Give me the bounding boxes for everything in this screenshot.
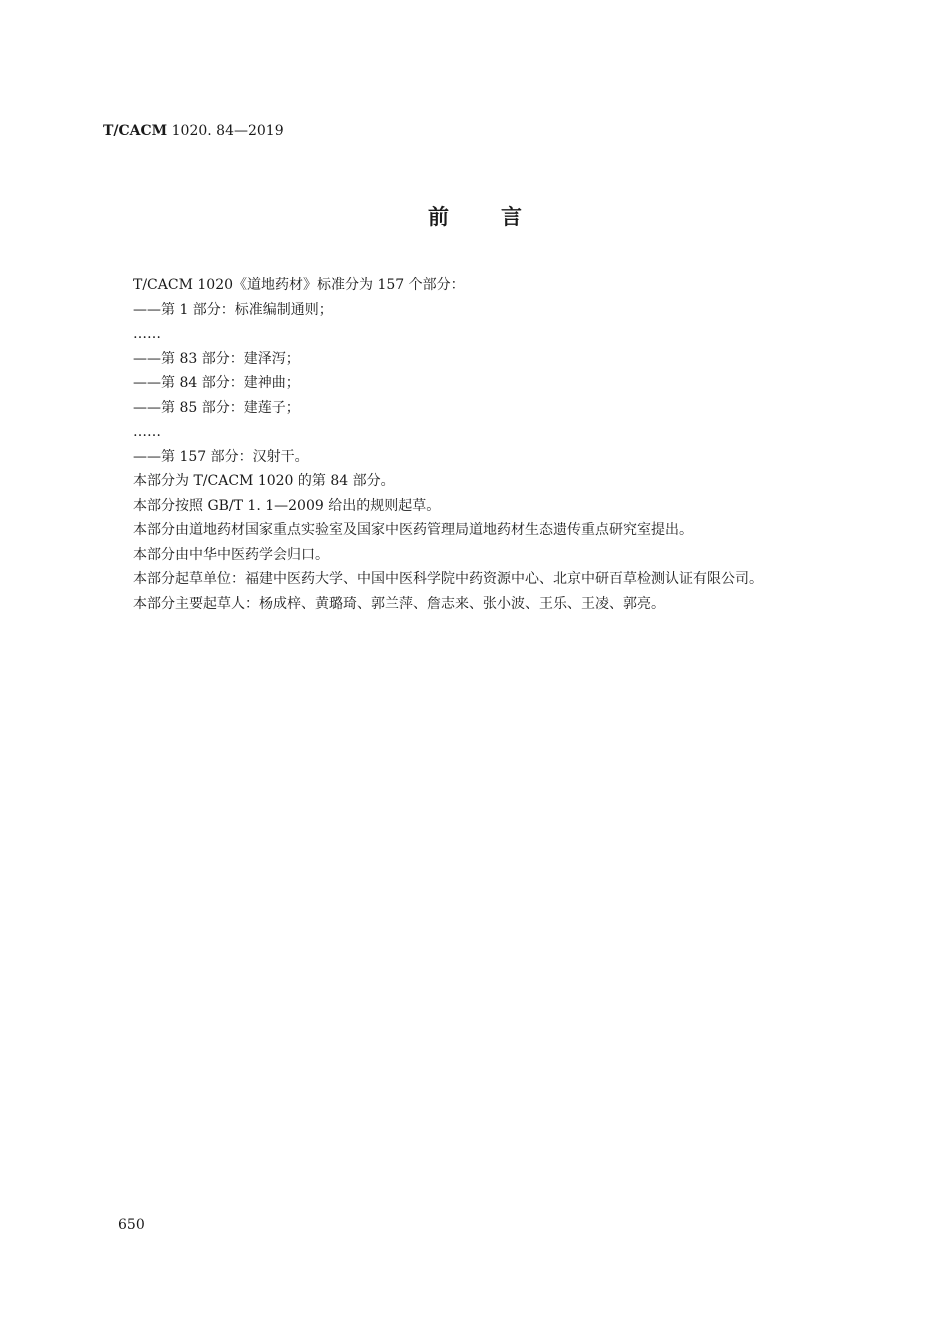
document-code [103,121,284,141]
list-item-part-84: ——第 84 部分：建神曲； [133,375,300,391]
paragraph-proposed-by: 本部分由道地药材国家重点实验室及国家中医药管理局道地药材生态遗传重点研究室提出。 [133,522,693,538]
paragraph-drafting-rules: 本部分按照 GB/T 1. 1—2009 给出的规则起草。 [133,497,441,514]
document-code-prefix: T/CACM [103,123,168,139]
foreword-body [103,273,843,616]
paragraph-centralized-by: 本部分由中华中医药学会归口。 [133,546,329,563]
list-ellipsis: …… [133,424,161,440]
page-title [0,201,950,233]
page-title-char-1: 前 [428,205,449,229]
list-item-part-1: ——第 1 部分：标准编制通则； [133,301,333,318]
page-title-char-2: 言 [501,205,522,229]
document-code-number: 1020. 84—2019 [171,123,284,139]
list-item-part-85: ——第 85 部分：建莲子； [133,399,300,416]
list-item-part-157: ——第 157 部分：汉射干。 [133,448,309,465]
paragraph-drafters: 本部分主要起草人：杨成梓、黄璐琦、郭兰萍、詹志来、张小波、王乐、王凌、郭亮。 [133,595,665,612]
paragraph-part-statement: 本部分为 T/CACM 1020 的第 84 部分。 [133,473,395,489]
list-item-part-83: ——第 83 部分：建泽泻； [133,350,300,367]
paragraph-standard-parts: T/CACM 1020《道地药材》标准分为 157 个部分： [133,277,465,293]
page-number: 650 [118,1217,145,1233]
paragraph-drafting-units: 本部分起草单位：福建中医药大学、中国中医科学院中药资源中心、北京中研百草检测认证有限公司。 [133,571,763,587]
list-ellipsis: …… [133,326,161,342]
